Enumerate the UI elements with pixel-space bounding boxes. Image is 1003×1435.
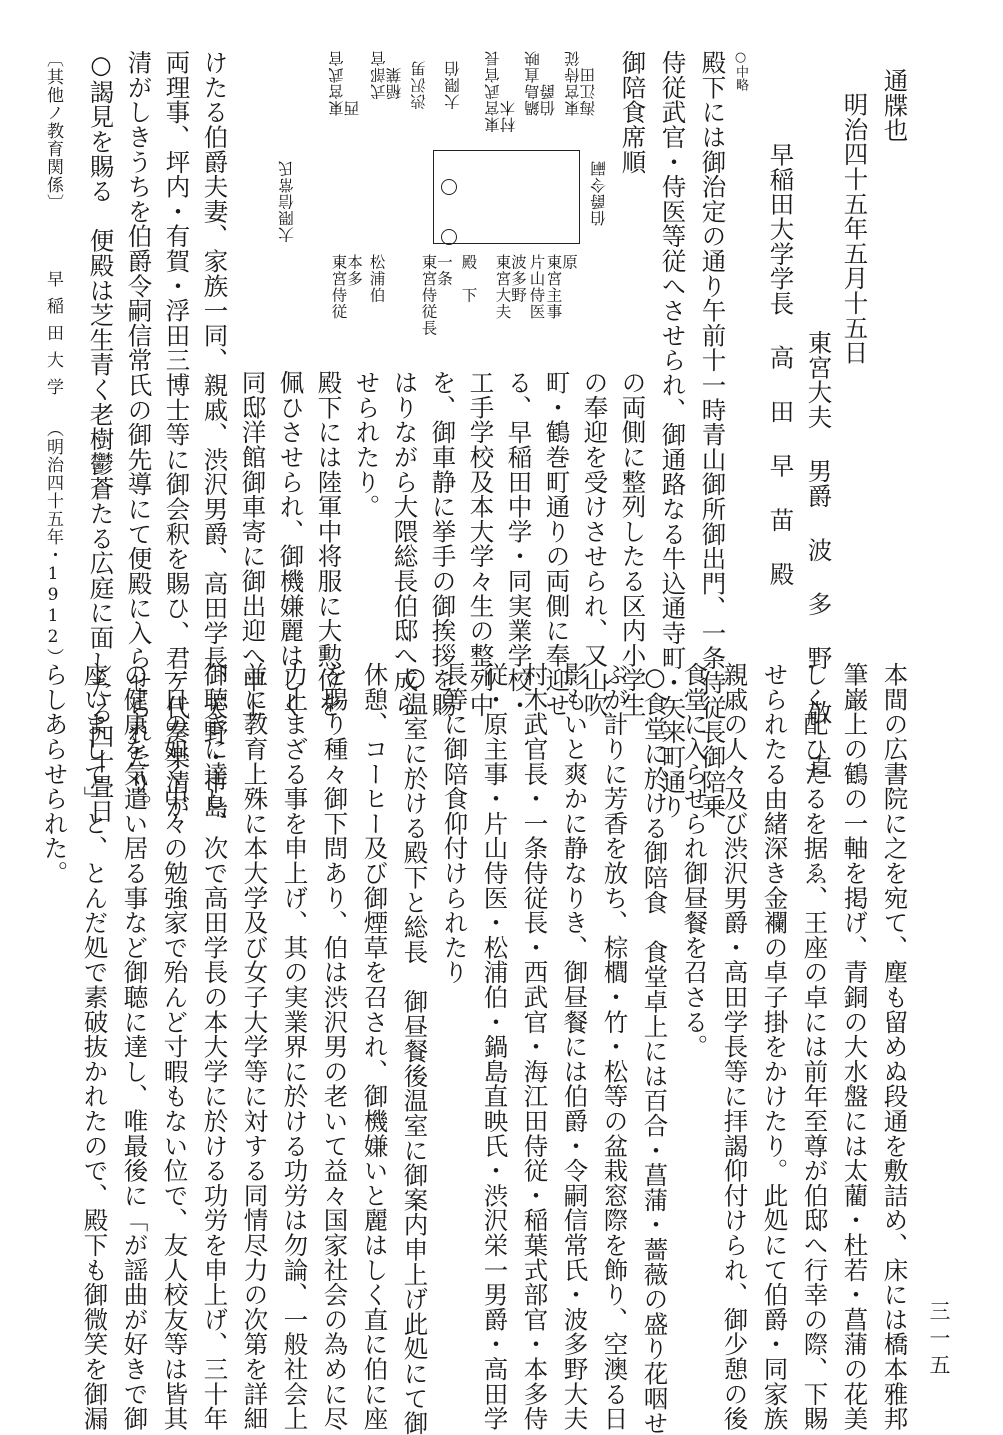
lower-col-06: 食堂に入らせられ御昼餐を召さる。 (680, 662, 710, 1059)
upper-col-20: 両理事、坪内・有賀・浮田三博士等に御会釈を賜ひ、君ケ代奏楽清が (162, 50, 192, 819)
seat-right-4: 殿 下 (459, 254, 478, 304)
lower-col-08: ぶが計りに芳香を放ち、棕櫚・竹・松等の盆栽窓際を飾り、空澳る日 (600, 662, 630, 1431)
lower-col-18: 御聴きに達し、次で高田学長の本大学に於ける功労を申上げ、三十年 (200, 662, 230, 1431)
lower-col-12: 長等に御陪食仰付けられたり (440, 662, 470, 985)
lower-col-09: 影もいと爽かに静なりき、御昼餐には伯爵・令嗣信常氏・波多野大夫 (560, 662, 590, 1431)
lower-col-05: 親戚の人々及び渋沢男爵・高田学長等に拝謁仰付けられ、御少憩の後 (720, 662, 750, 1431)
seating-heading: 御陪食席順 (618, 50, 648, 174)
upper-col-19: けたる伯爵夫妻、家族一同、親戚、渋沢男爵、高田学長、天野・市島 (200, 50, 230, 819)
upper-col-22: ○謁見を賜る 便殿は芝生青く老樹鬱蒼たる広庭に面したる四十畳日 (86, 50, 116, 824)
seat-left-4: 大隈伯 (444, 60, 462, 110)
upper-col-21: 清がしきうちを伯爵令嗣信常氏の御先導にて便殿に入らせられたり。 (124, 50, 154, 819)
source-publisher: 早稲田大学 (43, 270, 63, 405)
lower-col-14: 休憩、コーヒー及び御煙草を召され、御機嫌いと麗はしく直に伯に座 (360, 662, 390, 1431)
upper-col-13: を、御車静に挙手の御挨拶を賜 (428, 370, 458, 718)
upper-col-14: はりながら大隈総長伯邸へ成ら (390, 370, 420, 718)
seat-marker-2 (441, 229, 457, 245)
seat-left-3: 東宮武官長 村木 (484, 50, 518, 133)
seat-right-6: 松浦伯 (367, 254, 386, 304)
seat-left-2: 鍋島直映 伯爵 (524, 50, 558, 116)
lower-col-20: の健康を気遣い居る事など御聴に達し、唯最後に「が謡曲が好きで御 (120, 662, 150, 1431)
sender-line: 早稲田大学学長 高 田 早 苗 殿 (766, 142, 796, 587)
lower-col-02: 筆巌上の鶴の一軸を掲げ、青銅の大水盤には太藺・杜若・菖蒲の花美 (840, 662, 870, 1431)
lower-col-19: 一日の如く中々の勉強家で殆んど寸暇もない位で、友人校友等は皆其 (160, 662, 190, 1431)
upper-col-02: 明治四十五年五月十五日 (840, 92, 870, 365)
lower-col-15: を賜り種々御下問あり、伯は渋沢男の老いて益々国家社会の為めに尽 (320, 662, 350, 1431)
seat-right-2: 片山侍医 (527, 254, 546, 320)
lower-col-16: 力止まざる事を申上げ、其の実業界に於ける功労は勿論、一般社会上 (280, 662, 310, 1431)
page-number: 三一五 (927, 1300, 951, 1381)
seat-top-label: 伯爵令嗣 (590, 160, 608, 226)
upper-col-11: る、早稲田中学・同実業学校・ (504, 370, 534, 718)
upper-col-10: 町・鶴巻町通りの両側に奉迎せ (542, 370, 572, 718)
upper-col-16: 殿下には陸軍中将服に大勲位を (314, 370, 344, 718)
upper-col-08: の両側に整列したる区内小学生 (618, 370, 648, 718)
dining-table (433, 150, 580, 244)
upper-col-12: 工手学校及本大学々生の整列中 (466, 370, 496, 718)
omission-mark: ○中略 (733, 50, 748, 91)
lower-col-10: 村木武官長・一条侍従長・西武官・海江田侍従・稲葉式部官・本多侍 (520, 662, 550, 1431)
addressee-line: 東宮大夫 男爵 波 多 野 敬 直 (804, 330, 834, 779)
lower-col-07: ○食堂に於ける御陪食 食堂卓上には百合・菖蒲・薔薇の盛り花咽せ (640, 662, 670, 1435)
lower-col-03: しく配ひたるを据ゑ、王座の卓には前年至尊が伯邸へ行幸の際、下賜 (800, 662, 830, 1431)
lower-col-21: 座いまして」と、とんだ処で素破抜かれたので、殿下も御微笑を御漏 (80, 662, 110, 1431)
lower-col-01: 本間の広書院に之を宛て、塵も留めぬ段通を敷詰め、床には橋本雅邦 (880, 662, 910, 1431)
seat-marker-1 (441, 179, 457, 195)
upper-col-18: 同邸洋館御車寄に御出迎へ申上 (238, 370, 268, 718)
seat-right-1: 原 東宮主事 (544, 254, 578, 320)
upper-col-17: 佩ひさせられ、御機嫌麗はしく (276, 370, 306, 718)
upper-col-09: の奉迎を受けさせられ、又山吹 (580, 370, 610, 718)
seat-left-7: 東宮武官 西 (328, 50, 362, 116)
seat-bottom-label: 大隈信常氏 (278, 160, 296, 243)
source-date: （明治四十五年・1912） (43, 420, 63, 666)
seat-right-7: 本多 東宮侍従 (329, 254, 363, 320)
upper-col-01: 通牒也 (880, 68, 910, 143)
lower-col-13: ○温室に於ける殿下と総長 御昼餐後温室に御案内申上げ此処にて御 (400, 662, 430, 1435)
upper-col-15: せられたり。 (352, 370, 382, 519)
upper-col-07: 侍従武官・侍医等従へさせられ、御通路なる牛込通寺町・矢来町通り (658, 50, 688, 819)
seat-right-5: 一条 東宮侍従長 (419, 254, 453, 337)
lower-col-17: 並に教育上殊に本大学及び女子大学等に対する同情尽力の次第を詳細 (240, 662, 270, 1431)
upper-col-06: 殿下には御治定の通り午前十一時青山御所御出門、一条侍従長御陪乗 (698, 50, 728, 819)
lower-col-04: せられたる由緒深き金襴の卓子掛をかけたり。此処にて伯爵・同家族 (760, 662, 790, 1431)
source-category: 〔其他ノ教育関係〕 (43, 50, 63, 212)
seat-right-3: 波多野 東宮大夫 (493, 254, 527, 320)
lower-col-22: らしあらせられた。 (40, 662, 70, 886)
seat-left-6: 式部官 稲葉 (370, 50, 404, 100)
seat-left-5: 渋沢男 (410, 60, 428, 110)
seat-left-1: 東宮侍従 海江田 (564, 50, 598, 116)
lower-col-11: 従・原主事・片山侍医・松浦伯・鍋島直映氏・渋沢栄一男爵・高田学 (480, 662, 510, 1431)
